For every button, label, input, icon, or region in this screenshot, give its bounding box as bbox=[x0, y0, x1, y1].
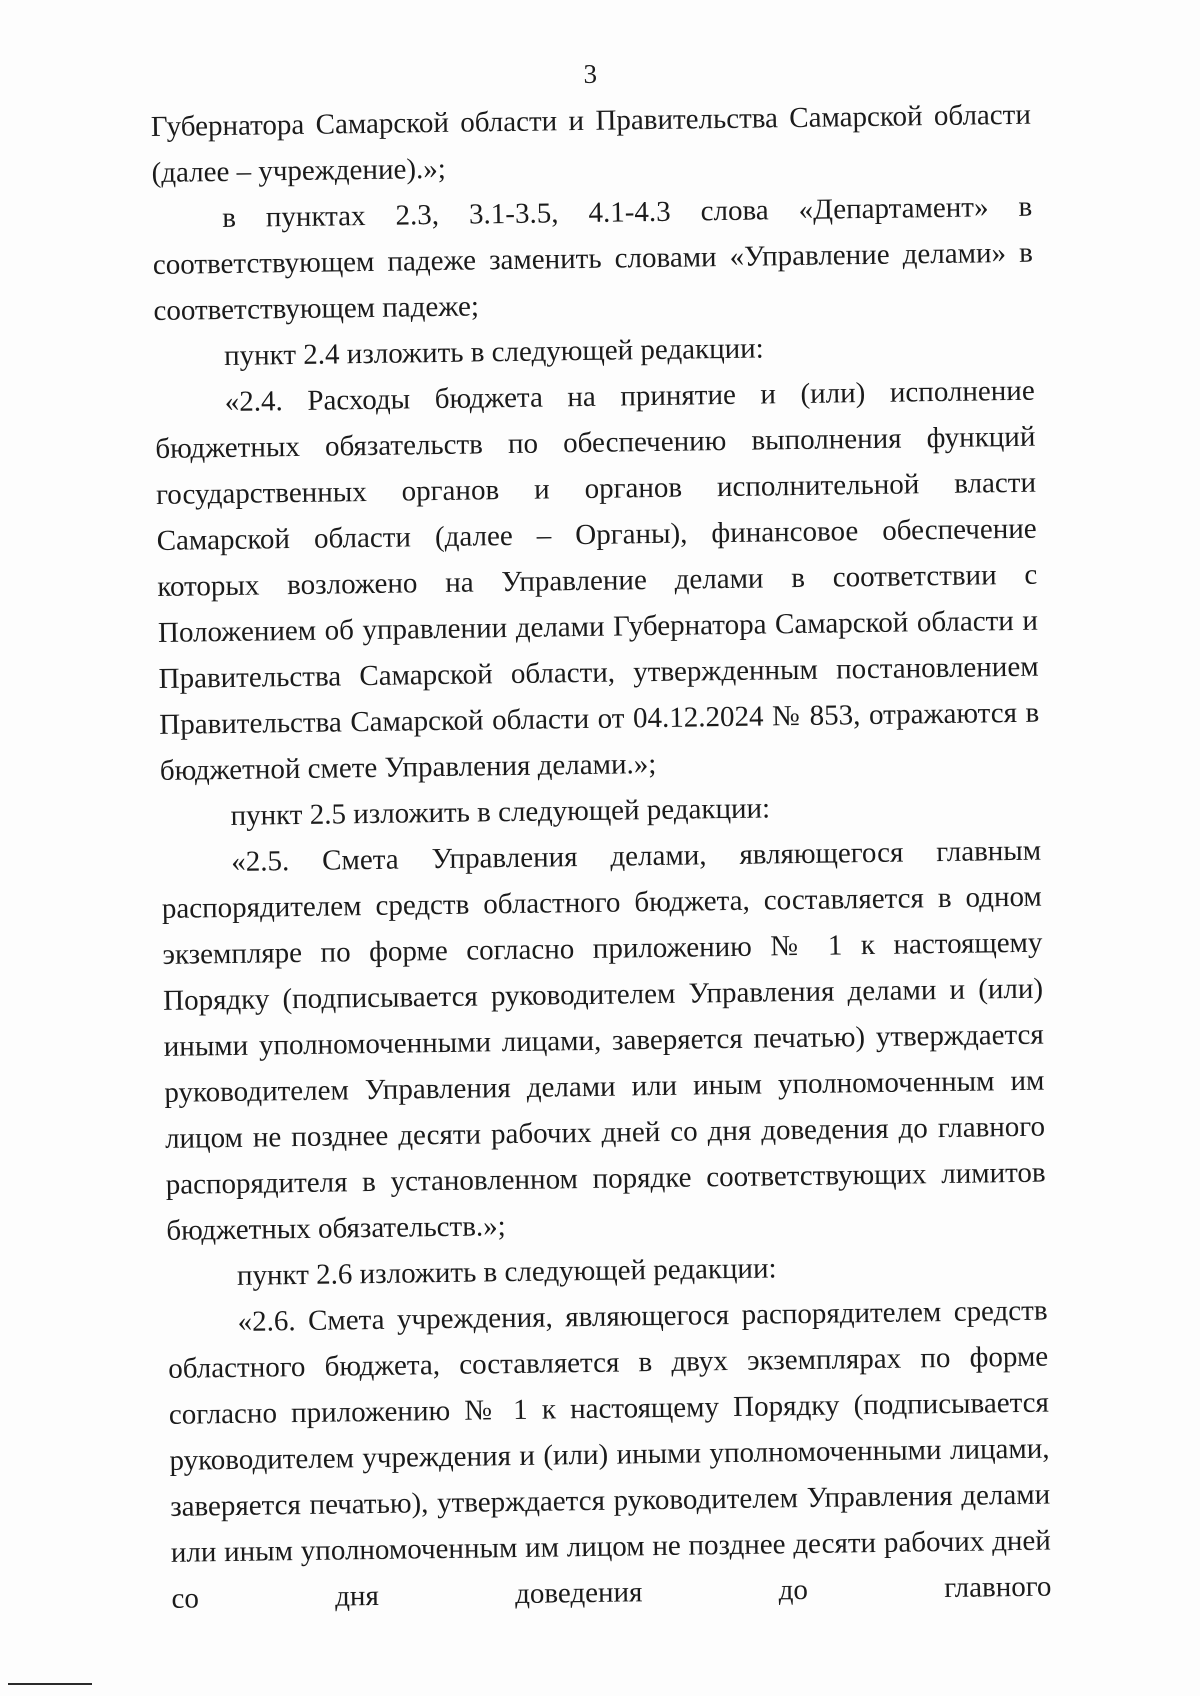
page-number: 3 bbox=[583, 58, 598, 89]
paragraph-4: «2.4. Расходы бюджета на принятие и (или) исполнение бюджетных обязательств по обеспечению выполнения функций государственных органов и органов исполнительной власти Самарской области (далее – Органы), финансовое обеспечение которых возложено на Управление делами в соответствии с Положением об управлении делами Губернатора Самарской области и Правительства Самарской области, утвержденным постановлением Правительства Самарской области от 04.12.2024 № 853, отражаются в бюджетной смете Управления делами.»; bbox=[155, 374, 1040, 787]
paragraph-7: пункт 2.6 изложить в следующей редакции: bbox=[236, 1252, 777, 1292]
document-text-area bbox=[150, 48, 1052, 1640]
paragraph-1: Губернатора Самарской области и Правительства Самарской области (далее – учреждение).»; bbox=[150, 98, 1032, 189]
paragraph-8: «2.6. Смета учреждения, являющегося распорядителем средств областного бюджета, составляется в двух экземплярах по форме согласно приложению № 1 к настоящему Порядку (подписывается руководителем учреждения и (или) иными уполномоченными лицами, заверяется печатью), утверждается руководителем Управления делами или иным уполномоченным им лицом не позднее десяти рабочих дней со дня доведения до главного bbox=[168, 1294, 1052, 1615]
footer-rule bbox=[8, 1683, 92, 1685]
paragraph-6: «2.5. Смета Управления делами, являющегося главным распорядителем средств областного бюджета, составляется в одном экземпляре по форме согласно приложению № 1 к настоящему Порядку (подписывается руководителем Управления делами и (или) иными уполномоченными лицами, заверяется печатью) утверждается руководителем Управления делами или иным уполномоченным им лицом не позднее десяти рабочих дней со дня доведения до главного распорядителя в установленном порядке соответствующих лимитов бюджетных обязательств.»; bbox=[161, 834, 1046, 1247]
paragraph-2: в пунктах 2.3, 3.1-3.5, 4.1-4.3 слова «Департамент» в соответствующем падеже заменить словами «Управление делами» в соответствующем падеже; bbox=[152, 190, 1033, 327]
paragraph-3: пункт 2.4 изложить в следующей редакции: bbox=[223, 332, 764, 372]
paragraph-5: пункт 2.5 изложить в следующей редакции: bbox=[230, 792, 771, 832]
